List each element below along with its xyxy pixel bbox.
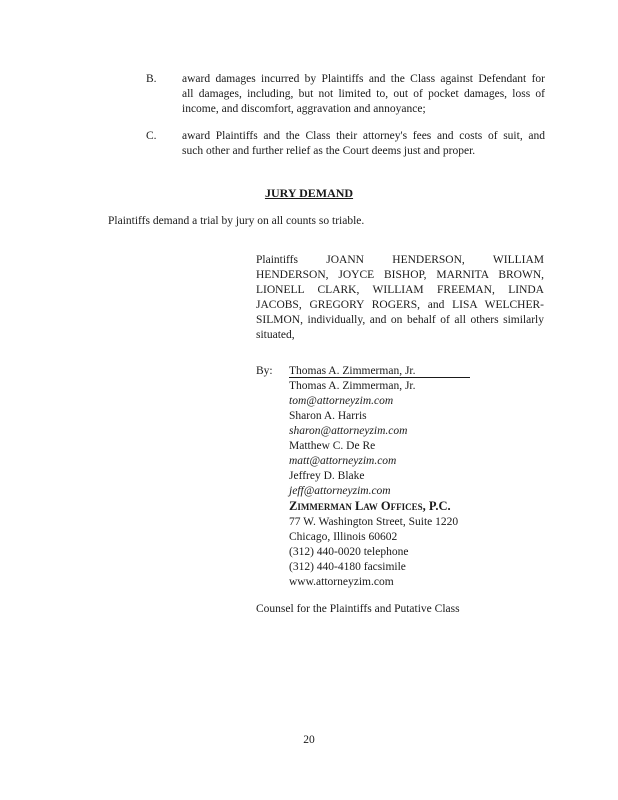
plaintiffs-line-6: situated, [256, 329, 295, 341]
firm-name: Zimmerman Law Offices, P.C. [289, 499, 451, 513]
jury-demand-text: Plaintiffs demand a trial by jury on all counts so triable. [108, 215, 365, 227]
plaintiffs-line-4: JACOBS, GREGORY ROGERS, and LISA WELCHER- [256, 299, 544, 311]
page-number: 20 [303, 734, 315, 746]
item-c-line-1: award Plaintiffs and the Class their attorney's fees and costs of suit, and [182, 130, 545, 142]
attorney-name-4: Jeffrey D. Blake [289, 470, 365, 482]
attorney-name-1: Thomas A. Zimmerman, Jr. [289, 380, 416, 392]
plaintiffs-line-1: Plaintiffs JOANN HENDERSON, WILLIAM [256, 254, 544, 266]
attorney-email-1[interactable]: tom@attorneyzim.com [289, 395, 394, 407]
fax-number: (312) 440-4180 facsimile [289, 561, 406, 573]
item-c-letter: C. [146, 130, 157, 142]
signature-line [289, 377, 470, 378]
attorney-email-4[interactable]: jeff@attorneyzim.com [289, 485, 391, 497]
phone-number: (312) 440-0020 telephone [289, 546, 409, 558]
plaintiffs-line-3: LIONELL CLARK, WILLIAM FREEMAN, LINDA [256, 284, 544, 296]
item-c-line-2: such other and further relief as the Court deems just and proper. [182, 145, 476, 157]
address-line-2: Chicago, Illinois 60602 [289, 531, 398, 543]
attorney-name-2: Sharon A. Harris [289, 410, 367, 422]
by-label: By: [256, 365, 273, 377]
signature-name: Thomas A. Zimmerman, Jr. [289, 365, 416, 377]
plaintiffs-line-5: SILMON, individually, and on behalf of all others similarly [256, 314, 544, 326]
item-b-line-3: income, and discomfort, aggravation and annoyance; [182, 103, 426, 115]
counsel-for: Counsel for the Plaintiffs and Putative Class [256, 603, 460, 615]
address-line-1: 77 W. Washington Street, Suite 1220 [289, 516, 459, 528]
attorney-name-3: Matthew C. De Re [289, 440, 376, 452]
item-b-letter: B. [146, 73, 157, 85]
attorney-email-2[interactable]: sharon@attorneyzim.com [289, 425, 408, 437]
website-link[interactable]: www.attorneyzim.com [289, 576, 394, 588]
attorney-email-3[interactable]: matt@attorneyzim.com [289, 455, 397, 467]
plaintiffs-line-2: HENDERSON, JOYCE BISHOP, MARNITA BROWN, [256, 269, 544, 281]
item-b-line-2: all damages, including, but not limited to, out of pocket damages, loss of [182, 88, 545, 100]
jury-demand-heading: JURY DEMAND [264, 186, 354, 200]
item-b-line-1: award damages incurred by Plaintiffs and the Class against Defendant for [182, 73, 545, 85]
